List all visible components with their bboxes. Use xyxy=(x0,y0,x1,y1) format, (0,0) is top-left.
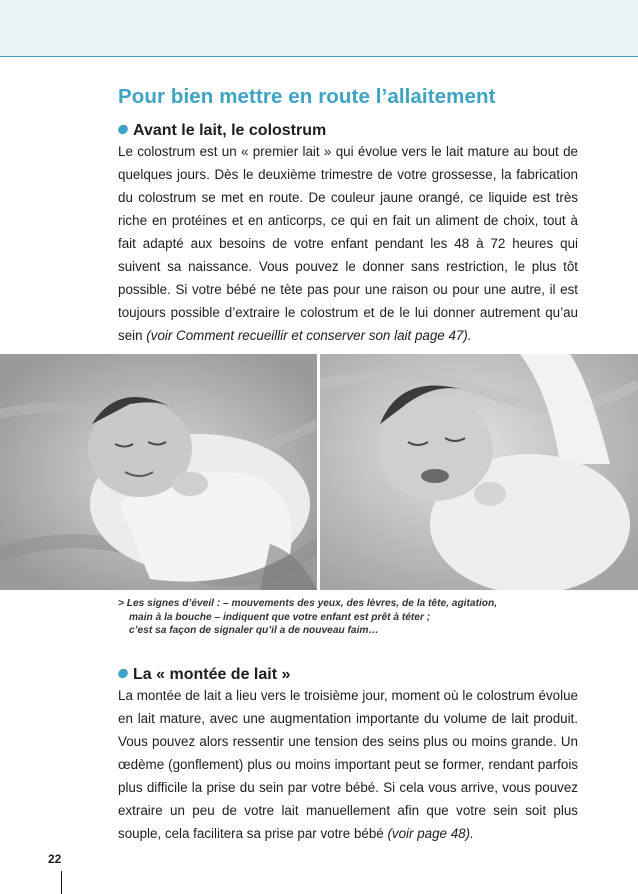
bullet-icon xyxy=(116,667,129,680)
section-heading-text: Avant le lait, le colostrum xyxy=(133,122,327,139)
paragraph-montee-de-lait xyxy=(118,684,578,845)
caption-line: c’est sa façon de signaler qu’il a de nouveau faim… xyxy=(129,625,379,636)
waking-baby-photo xyxy=(320,354,638,590)
paragraph-text: La montée de lait a lieu vers le troisième jour, moment où le colostrum évolue en lait mature, avec une augmentation importante du volume de lait produit. Vous pouvez alors ressentir une tension des seins plus ou moins grande. Un œdème (gonflement) plus ou moins important peut se former, rendant parfois plus difficile la prise du sein par votre bébé. Si cela vous arrive, vous pouvez extraire un peu de votre lait manuellement afin que votre sein soit plus souple, cela facilitera sa prise par votre bébé xyxy=(118,688,578,841)
page-reference: (voir Comment recueillir et conserver son lait page 47). xyxy=(146,328,472,343)
caption-line: main à la bouche – indiquent que votre enfant est prêt à téter ; xyxy=(129,611,431,623)
page-title: Pour bien mettre en route l’allaitement xyxy=(118,85,496,108)
section-heading-text: La « montée de lait » xyxy=(133,666,291,683)
section-heading-colostrum xyxy=(118,121,598,141)
page-reference: (voir page 48). xyxy=(387,826,474,841)
paragraph-colostrum xyxy=(118,140,578,347)
paragraph-text: Le colostrum est un « premier lait » qui évolue vers le lait mature au bout de quelques jours. Dès le deuxième trimestre de votre grossesse, la fabrication du colostrum se met en route. De couleur jaune orangé, ce liquide est très riche en protéines et en anticorps, ce qui en fait un aliment de choix, tout à fait adapté aux besoins de votre enfant pendant les 48 à 72 heures qui suivent sa naissance. Vous pouvez le donner sans restriction, le plus tôt possible. Si votre bébé ne tète pas pour une raison ou pour une autre, il est toujours possible d’extraire le colostrum et de le lui donner autrement qu’au sein xyxy=(118,144,578,343)
header-rule xyxy=(0,56,638,57)
bullet-icon xyxy=(116,123,129,136)
caption-line: > Les signes d’éveil : – mouvements des yeux, des lèvres, de la tête, agitation, xyxy=(118,598,498,609)
margin-rule xyxy=(61,871,62,894)
section-heading-montee-de-lait xyxy=(118,665,598,685)
photo-strip xyxy=(0,354,638,590)
header-band xyxy=(0,0,638,56)
photo-caption xyxy=(118,597,578,638)
sleeping-baby-photo xyxy=(0,354,317,590)
page-number: 22 xyxy=(48,852,62,866)
